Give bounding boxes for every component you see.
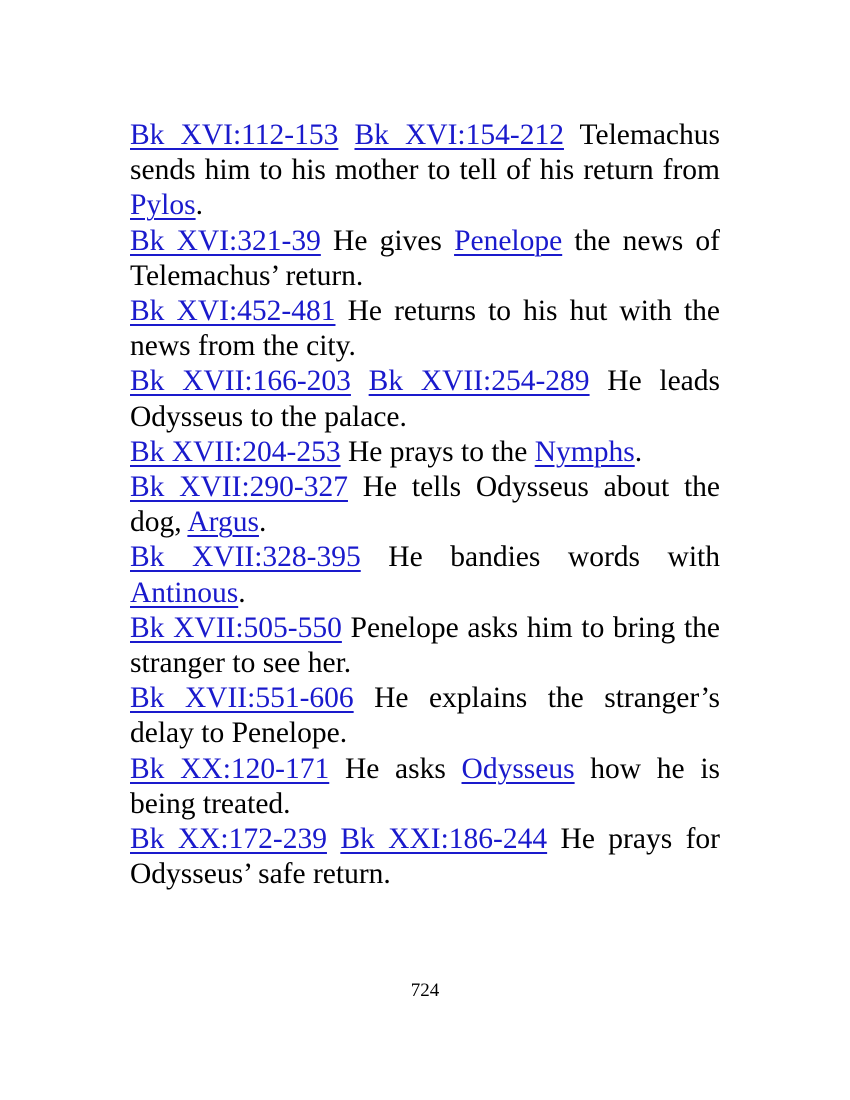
entry-text: He tells Odysseus about the dog, xyxy=(130,471,721,539)
book-reference-link[interactable]: Bk XVII:551-606 xyxy=(130,682,354,715)
book-reference-link[interactable]: Bk XX:172-239 xyxy=(130,823,327,856)
book-reference-link[interactable]: Bk XVI:154-212 xyxy=(354,119,564,151)
book-reference-link[interactable]: Bk XVII:166-203 xyxy=(130,365,351,398)
reference-entry xyxy=(130,118,720,224)
reference-entry xyxy=(130,470,720,540)
book-reference-link[interactable]: Bk XVI:321-39 xyxy=(130,224,321,257)
name-link-argus[interactable]: Argus xyxy=(187,506,259,539)
entry-text: . xyxy=(258,506,267,539)
entry-text: He gives xyxy=(333,224,442,257)
reference-entry xyxy=(130,752,720,822)
entry-text: Penelope asks him to bring the stranger to see her. xyxy=(130,611,720,680)
book-reference-link[interactable]: Bk XVII:505-550 xyxy=(130,611,342,644)
entry-text: He returns to his hut with the news from the city. xyxy=(130,295,720,363)
name-link-nymphs[interactable]: Nymphs xyxy=(534,435,635,468)
name-link-penelope[interactable]: Penelope xyxy=(454,224,563,257)
name-link-antinous[interactable]: Antinous xyxy=(130,576,239,609)
book-reference-link[interactable]: Bk XVII:290-327 xyxy=(130,471,348,504)
reference-entry xyxy=(130,224,720,294)
entry-text: He asks xyxy=(344,752,446,785)
entry-text: He prays to the xyxy=(347,435,528,468)
book-reference-link[interactable]: Bk XVI:112-153 xyxy=(130,119,339,151)
book-reference-link[interactable]: Bk XVI:452-481 xyxy=(130,295,336,328)
reference-entry xyxy=(130,294,720,364)
name-link-odysseus[interactable]: Odysseus xyxy=(461,752,575,785)
reference-entry xyxy=(130,822,720,892)
book-reference-link[interactable]: Bk XVII:328-395 xyxy=(130,541,361,574)
book-reference-link[interactable]: Bk XVII:204-253 xyxy=(130,435,341,468)
entry-text: He leads Odysseus to the palace. xyxy=(130,365,721,433)
reference-entry xyxy=(130,364,720,434)
entry-text: He explains the stranger’s delay to Penelope. xyxy=(130,682,720,750)
entry-text: . xyxy=(238,576,246,609)
entry-text: He bandies words with xyxy=(388,541,720,574)
reference-entry xyxy=(130,540,720,610)
entry-text: how he is being treated. xyxy=(130,752,720,820)
page-number: 724 xyxy=(410,980,440,1001)
book-reference-link[interactable]: Bk XVII:254-289 xyxy=(368,365,590,398)
reference-entry xyxy=(130,611,720,681)
name-link-pylos[interactable]: Pylos xyxy=(130,189,196,222)
book-reference-link[interactable]: Bk XXI:186-244 xyxy=(340,823,548,856)
reference-entry xyxy=(130,435,720,470)
page-body xyxy=(130,118,720,892)
entry-text: . xyxy=(634,435,643,468)
book-reference-link[interactable]: Bk XX:120-171 xyxy=(130,752,330,785)
entry-text: Telemachus sends him to his mother to tell of his return from xyxy=(130,119,720,187)
reference-entry xyxy=(130,681,720,751)
entry-text: . xyxy=(195,189,203,222)
entry-text: the news of Telemachus’ return. xyxy=(130,224,721,292)
entry-text: He prays for Odysseus’ safe return. xyxy=(130,823,720,891)
